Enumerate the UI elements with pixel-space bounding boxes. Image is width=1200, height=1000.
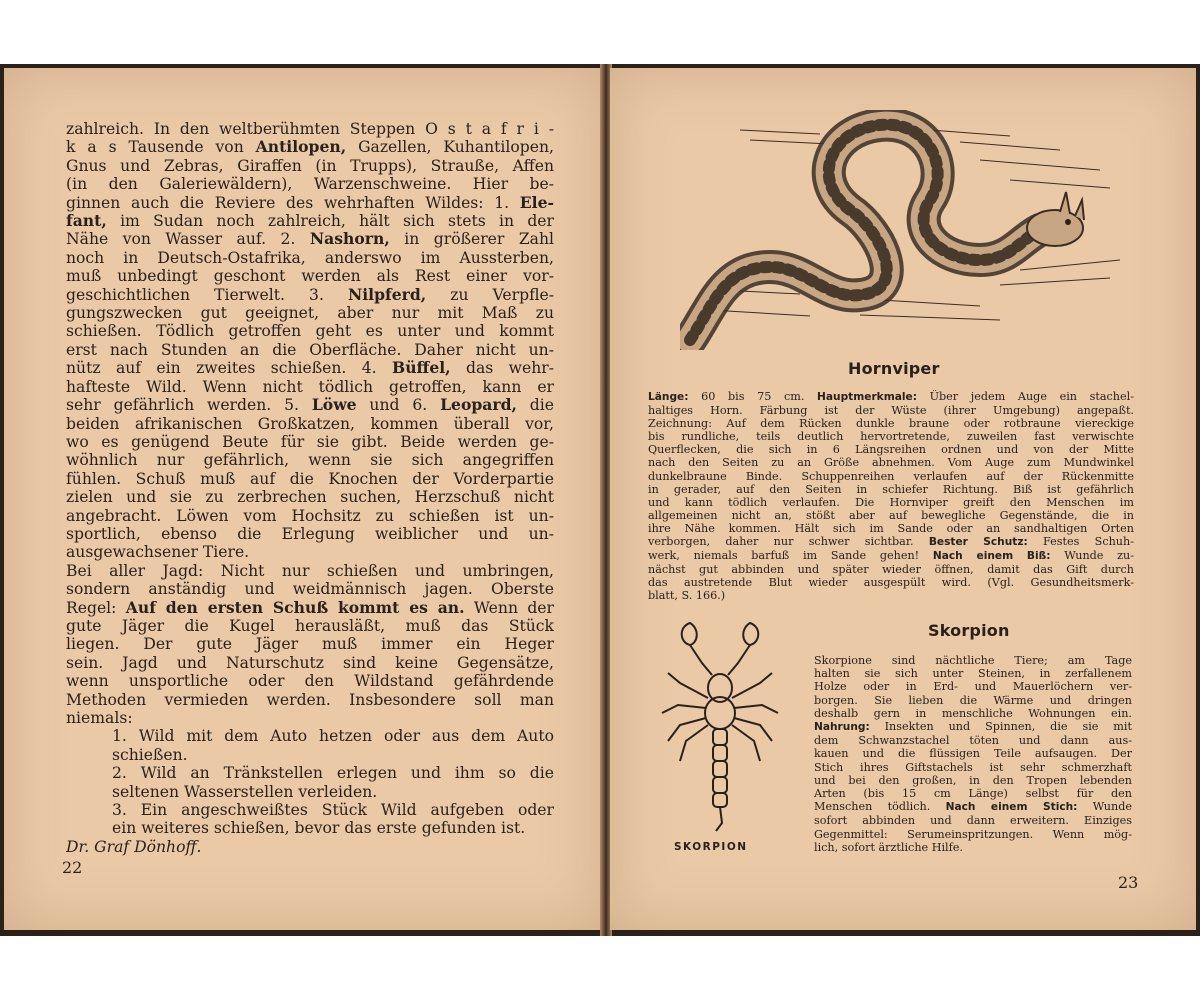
text-run: halten sie sich unter Steinen, in zerfallenem	[814, 667, 1132, 681]
text-run: k a s Tausende von	[66, 138, 256, 157]
rule-item-line: 2. Wild an Tränkstellen erlegen und ihm so die	[112, 764, 554, 783]
text-line	[814, 680, 1132, 693]
text-line	[66, 138, 554, 156]
text-run: schießen. Tödlich getroffen geht es unter und kommt	[66, 322, 554, 341]
text-run: erst nach Stunden an die Oberfläche. Daher nicht un-	[66, 340, 554, 359]
text-run: allgemeinen nicht an, stößt aber auf bewegliche Gegenstände, die in	[648, 508, 1134, 522]
text-run: und 6.	[356, 396, 441, 415]
text-run: wöhnlich nur gefährlich, wenn sie sich angegriffen	[66, 451, 554, 470]
text-run: Querflecken, die sich in 6 Längsreihen ordnen und von der Mitte	[648, 443, 1134, 457]
page-number-left: 22	[62, 858, 83, 877]
text-run: Zeichnung: Auf dem Rücken dunkle braune oder rotbraune viereckige	[648, 417, 1134, 431]
text-run: und kann tödlich verlaufen. Die Hornviper greift den Menschen im	[648, 495, 1134, 509]
text-run: in gerader, auf den Seiten in schiefer Richtung. Biß ist gefährlich	[648, 482, 1134, 496]
text-run: noch in Deutsch-Ostafrika, anderswo im Aussterben,	[66, 248, 554, 267]
text-run: Wunde zu-	[1050, 549, 1134, 563]
text-run: im Sudan noch zahlreich, hält sich stets in der	[106, 212, 554, 231]
text-line	[66, 672, 554, 690]
text-line	[66, 691, 554, 709]
text-run: wo es genügend Beute für sie gibt. Beide werden ge-	[66, 432, 554, 451]
text-line	[814, 667, 1132, 680]
text-run: gungszwecken gut geeignet, aber nur mit Maß zu	[66, 304, 554, 323]
text-run: Menschen tödlich.	[814, 800, 946, 814]
bold-term: Nilpferd,	[348, 285, 427, 304]
bold-term: Länge:	[648, 391, 689, 403]
text-line	[66, 157, 554, 175]
text-line	[66, 194, 554, 212]
text-run: deshalb gern in menschliche Wohnungen ein.	[814, 706, 1132, 720]
skorpion-title: Skorpion	[928, 621, 1010, 640]
text-run: dem Schwanzstachel töten und dann aus-	[814, 734, 1132, 748]
text-run: nach den Seiten zu an Größe abnehmen. Vom Auge zum Mundwinkel	[648, 456, 1134, 470]
text-run: sportlich, ebenso die Erlegung weiblicher und un-	[66, 524, 554, 543]
bold-term: Nach einem Stich:	[945, 801, 1078, 814]
text-run: verborgen, daher nur schwer sichtbar.	[648, 535, 929, 549]
text-line	[814, 761, 1132, 774]
bold-term: Bester Schutz:	[928, 536, 1028, 549]
text-run: das austretende Blut wieder ausgespült wird. (Vgl. Gesundheitsmerk-	[648, 576, 1134, 590]
bold-term: Antilopen,	[255, 138, 347, 157]
text-run: das wehr-	[450, 359, 554, 378]
text-run: fühlen. Schuß muß auf die Knochen der Vorderpartie	[66, 469, 554, 488]
text-run: 60 bis 75 cm.	[688, 390, 818, 403]
rule-item-line: schießen.	[112, 745, 188, 764]
bold-term: Leopard,	[440, 396, 517, 415]
text-line	[648, 522, 1134, 535]
hornviper-title: Hornviper	[848, 359, 940, 378]
text-line	[814, 800, 1132, 814]
text-line	[66, 120, 554, 138]
text-line	[66, 304, 554, 322]
text-line	[66, 322, 554, 340]
text-line	[66, 249, 554, 267]
text-line	[66, 230, 554, 248]
text-line	[648, 404, 1134, 417]
text-line	[66, 359, 554, 377]
text-line	[66, 175, 554, 193]
text-run: Festes Schuh-	[1027, 535, 1134, 549]
bold-term: Ele-	[519, 193, 554, 212]
text-line	[66, 212, 554, 230]
text-line	[66, 507, 554, 525]
text-run: Arten (bis 15 cm Länge) selbst für den	[814, 787, 1132, 801]
open-book	[0, 64, 1200, 936]
text-run: ihre Nähe kommen. Hält sich im Sande oder an sandhaltigen Orten	[648, 521, 1134, 535]
text-run: in größerer Zahl	[389, 230, 554, 249]
text-run: muß unbedingt geschont werden als Rest einer vor-	[66, 267, 554, 286]
text-run: sehr gefährlich werden. 5.	[66, 396, 312, 415]
text-line	[814, 707, 1132, 720]
text-line	[66, 525, 554, 543]
bold-term: Löwe	[311, 396, 357, 415]
text-run: Wenn der	[464, 598, 554, 617]
rule-item	[90, 727, 554, 764]
hornviper-description	[648, 390, 1134, 603]
text-run: ginnen auch die Reviere des wehrhaften Wildes: 1.	[66, 193, 520, 212]
text-run: kauen und die flüssigen Teile aufsaugen. Der	[814, 747, 1132, 761]
text-run: Bei aller Jagd: Nicht nur schießen und umbringen,	[66, 561, 554, 580]
text-line	[66, 617, 554, 635]
rule-item	[90, 801, 554, 838]
text-line	[66, 543, 554, 561]
rule-item	[90, 764, 554, 801]
rule-item-line: 3. Ein angeschweißtes Stück Wild aufgeben oder	[112, 801, 554, 820]
text-line	[66, 470, 554, 488]
text-line	[648, 509, 1134, 522]
left-page-body	[66, 120, 554, 856]
text-run: Stich ihres Giftstachels ist sehr schmerzhaft	[814, 760, 1132, 774]
text-run: lich, sofort ärztliche Hilfe.	[814, 840, 963, 854]
bold-term: Nashorn,	[309, 230, 390, 249]
left-page	[4, 68, 602, 930]
rules-list	[90, 727, 554, 837]
text-line	[814, 774, 1132, 787]
text-run: Insekten und Spinnen, die sie mit	[869, 720, 1132, 734]
text-run: geschichtlichen Tierwelt. 3.	[66, 285, 348, 304]
skorpion-description	[814, 654, 1132, 854]
page-number-right: 23	[1118, 873, 1139, 892]
bold-term: Hauptmerkmale:	[817, 391, 917, 403]
text-line	[66, 396, 554, 414]
text-line	[66, 451, 554, 469]
bold-term: Auf den ersten Schuß kommt es an.	[125, 598, 465, 617]
text-run: (in den Galeriewäldern), Warzenschweine. Hier be-	[66, 175, 554, 194]
text-run: werk, niemals barfuß im Sande gehen!	[648, 549, 933, 563]
text-run: Gegenmittel: Serumeinspritzungen. Wenn mög-	[814, 827, 1132, 841]
text-line	[648, 430, 1134, 443]
text-run: sondern anständig und weidmännisch jagen. Oberste	[66, 580, 554, 599]
text-line	[814, 787, 1132, 800]
text-run: liegen. Der gute Jäger muß immer ein Heger	[66, 635, 554, 654]
text-line	[648, 417, 1134, 430]
text-line	[648, 390, 1134, 404]
text-run: Gnus und Zebras, Giraffen (in Trupps), Strauße, Affen	[66, 156, 554, 175]
skorpion-caption: SKORPION	[674, 841, 748, 853]
text-run: sofort abbinden und dann erweitern. Einziges	[814, 814, 1132, 828]
text-line	[66, 488, 554, 506]
text-run: Nähe von Wasser auf. 2.	[66, 230, 310, 249]
text-line	[66, 599, 554, 617]
bold-term: Nahrung:	[814, 721, 870, 734]
author-signature: Dr. Graf Dönhoff.	[66, 837, 202, 856]
text-line	[814, 694, 1132, 707]
text-line	[648, 576, 1134, 589]
text-run: sein. Jagd und Naturschutz sind keine Gegensätze,	[66, 653, 554, 672]
text-run: Wunde	[1077, 800, 1132, 814]
left-page-paragraphs	[66, 120, 554, 727]
text-run: Regel:	[66, 598, 126, 617]
text-line	[648, 443, 1134, 456]
text-run: angebracht. Löwen vom Hochsitz zu schießen ist un-	[66, 506, 554, 525]
text-line	[66, 709, 554, 727]
text-line	[648, 496, 1134, 509]
rule-item-line: 1. Wild mit dem Auto hetzen oder aus dem Auto	[112, 727, 554, 746]
text-line	[66, 267, 554, 285]
text-run: hafteste Wild. Wenn nicht tödlich getroffen, kann er	[66, 377, 554, 396]
text-run: Holze oder in Erd- und Mauerlöchern ver-	[814, 680, 1132, 694]
text-line	[814, 841, 1132, 854]
text-line	[814, 828, 1132, 841]
text-line	[66, 580, 554, 598]
text-line	[66, 286, 554, 304]
text-line	[814, 720, 1132, 734]
text-run: und bei den großen, in den Tropen lebenden	[814, 773, 1132, 787]
bold-term: fant,	[66, 212, 107, 231]
text-line	[648, 549, 1134, 563]
text-run: gute Jäger die Kugel herausläßt, muß das Stück	[66, 616, 554, 635]
text-line	[66, 635, 554, 653]
text-run: zu Verpfle-	[426, 285, 554, 304]
text-run: nütz auf ein zweites schießen. 4.	[66, 359, 393, 378]
rule-item-line: ein weiteres schießen, bevor das erste gefunden ist.	[112, 819, 526, 838]
text-line	[66, 415, 554, 433]
bold-term: Nach einem Biß:	[932, 550, 1051, 563]
rule-item-line: seltenen Wasserstellen verleiden.	[112, 782, 378, 801]
text-line	[648, 483, 1134, 496]
text-run: Skorpione sind nächtliche Tiere; am Tage	[814, 654, 1132, 667]
hornviper-illustration	[680, 110, 1120, 350]
text-line	[814, 747, 1132, 760]
text-run: die	[516, 396, 554, 415]
text-run: zielen und sie zu zerbrechen suchen, Herzschuß nicht	[66, 488, 554, 507]
text-run: borgen. Sie lieben die Wärme und dringen	[814, 693, 1132, 707]
skorpion-illustration	[650, 613, 790, 838]
text-line	[66, 378, 554, 396]
text-line	[814, 734, 1132, 747]
text-run: dunkelbraune Binde. Schuppenreihen verlaufen auf der Rückenmitte	[648, 469, 1134, 483]
text-line	[814, 814, 1132, 827]
text-line	[814, 654, 1132, 667]
text-run: Über jedem Auge ein stachel-	[916, 390, 1134, 403]
text-line	[648, 535, 1134, 549]
text-run: bis rundliche, teils deutlich hervortretende, zuweilen fast verwischte	[648, 430, 1134, 444]
bold-term: Büffel,	[392, 359, 451, 378]
text-run: wenn unsportliche oder den Wildstand gefährdende	[66, 672, 554, 691]
text-line	[66, 341, 554, 359]
text-line	[648, 456, 1134, 469]
text-run: Gazellen, Kuhantilopen,	[346, 138, 554, 157]
text-run: Methoden vermieden werden. Insbesondere soll man	[66, 690, 554, 709]
text-run: zahlreich. In den weltberühmten Steppen O s t a f r i -	[66, 120, 554, 138]
text-line	[648, 563, 1134, 576]
text-line	[66, 562, 554, 580]
text-run: haltiges Horn. Färbung ist der Wüste (ihrer Umgebung) angepaßt.	[648, 404, 1134, 418]
text-run: niemals:	[66, 709, 133, 727]
text-run: blatt, S. 166.)	[648, 589, 726, 603]
text-line	[648, 589, 1134, 602]
text-run: nächst gut abbinden und später wieder öffnen, damit das Gift durch	[648, 563, 1134, 577]
right-page	[610, 68, 1196, 930]
text-run: beiden afrikanischen Großkatzen, kommen überall vor,	[66, 414, 554, 433]
text-line	[66, 433, 554, 451]
text-line	[648, 470, 1134, 483]
text-line	[66, 654, 554, 672]
text-run: ausgewachsener Tiere.	[66, 543, 250, 562]
